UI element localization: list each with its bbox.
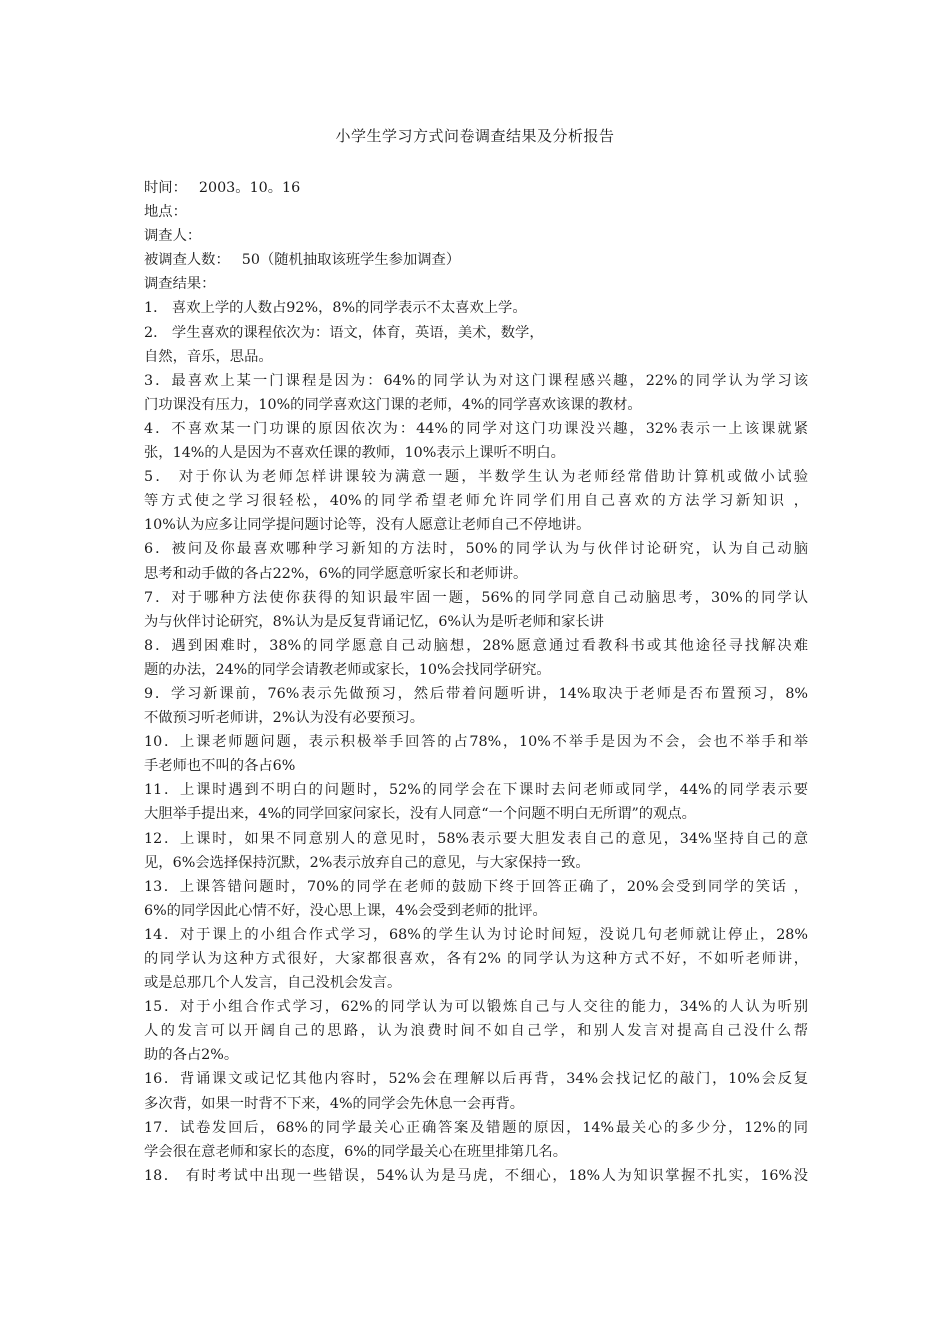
respondent-count-line: [144, 248, 808, 272]
result-text-line: 6．被问及你最喜欢哪种学习新知的方法时，50%的同学认为与伙伴讨论研究，认为自己动脑: [144, 541, 808, 558]
result-text-line: 等方式使之学习很轻松，40%的同学希望老师允许同学们用自己喜欢的方法学习新知识 ，: [144, 493, 808, 510]
investigator-line: [144, 224, 808, 248]
result-text-line: 4．不喜欢某一门功课的原因依次为：44%的同学对这门功课没兴趣，32%表示一上该课就紧: [144, 420, 808, 437]
investigator-label: 调查人：: [144, 228, 202, 245]
result-text-line: 人的发言可以开阔自己的思路，认为浪费时间不如自己学，和别人发言对提高自己没什么帮: [144, 1023, 808, 1040]
result-text-line: 16．背诵课文或记忆其他内容时，52%会在理解以后再背，34%会找记忆的敲门，10%会反复: [144, 1071, 808, 1088]
place-line: [144, 200, 808, 224]
results-list: [144, 296, 808, 1187]
result-text-line: 多次背，如果一时背不下来，4%的同学会先休息一会再背。: [144, 1095, 525, 1112]
result-text-line: 17．试卷发回后，68%的同学最关心正确答案及错题的原因，14%最关心的多少分，12%的同: [144, 1119, 808, 1136]
result-text-line: 1． 喜欢上学的人数占92%，8%的同学表示不太喜欢上学。: [144, 300, 527, 317]
result-text-line: 的同学认为这种方式很好，大家都很喜欢，各有2% 的同学认为这种方式不好，不如听老师讲，: [144, 951, 808, 967]
result-text-line: 11．上课时遇到不明白的问题时，52%的同学会在下课时去问老师或同学，44%的同学表示要: [144, 782, 808, 799]
result-text-line: 15．对于小组合作式学习，62%的同学认为可以锻炼自己与人交往的能力，34%的人认为听别: [144, 999, 808, 1016]
result-text-line: 自然，音乐，思品。: [144, 348, 273, 365]
result-text-line: 题的办法，24%的同学会请教老师或家长，10%会找同学研究。: [144, 661, 551, 678]
time-line: [144, 176, 808, 200]
result-text-line: 助的各占2%。: [144, 1047, 239, 1064]
result-text-line: 大胆举手提出来，4%的同学回家问家长，没有人同意“一个问题不明白无所谓”的观点。: [144, 806, 696, 823]
result-text-line: 10．上课老师题问题，表示积极举手回答的占78%，10%不举手是因为不会，会也不举手和举: [144, 734, 808, 751]
result-text-line: 手老师也不叫的各占6%: [144, 758, 296, 775]
result-text-line: 18． 有时考试中出现一些错误，54%认为是马虎，不细心，18%人为知识掌握不扎实，16%没: [144, 1167, 808, 1184]
result-text-line: 为与伙伴讨论研究，8%认为是反复背诵记忆，6%认为是听老师和家长讲: [144, 613, 604, 630]
result-text-line: 张，14%的人是因为不喜欢任课的教师，10%表示上课听不明白。: [144, 445, 565, 462]
result-text-line: 8．遇到困难时，38%的同学愿意自己动脑想，28%愿意通过看教科书或其他途径寻找解决难: [144, 637, 808, 654]
result-text-line: 3．最喜欢上某一门课程是因为：64%的同学认为对这门课程感兴趣，22%的同学认为学习该: [144, 372, 808, 389]
respondent-count-label: 被调查人数：: [144, 252, 230, 269]
result-text-line: 13．上课答错问题时，70%的同学在老师的鼓励下终于回答正确了，20%会受到同学的笑话 ，: [144, 878, 808, 895]
document-body: [144, 176, 808, 1188]
result-text-line: 14．对于课上的小组合作式学习，68%的学生认为讨论时间短，没说几句老师就让停止，28%: [144, 926, 808, 943]
results-heading: 调查结果：: [144, 276, 216, 293]
result-text-line: 10%认为应多让同学提问题讨论等，没有人愿意让老师自己不停地讲。: [144, 517, 591, 534]
result-text-line: 6%的同学因此心情不好，没心思上课，4%会受到老师的批评。: [144, 902, 547, 919]
time-value: 2003。10。16: [198, 180, 301, 196]
result-text-line: 9．学习新课前，76%表示先做预习，然后带着问题听讲，14%取决于老师是否布置预习，8%: [144, 685, 808, 702]
result-text-line: 12．上课时，如果不同意别人的意见时，58%表示要大胆发表自己的意见，34%坚持自己的意: [144, 830, 808, 847]
result-text-line: 门功课没有压力，10%的同学喜欢这门课的老师，4%的同学喜欢该课的教材。: [144, 396, 642, 413]
result-text-line: 学会很在意老师和家长的态度，6%的同学最关心在班里排第几名。: [144, 1143, 567, 1160]
result-text-line: 思考和动手做的各占22%，6%的同学愿意听家长和老师讲。: [144, 565, 528, 582]
respondent-count-value: 50（随机抽取该班学生参加调查）: [241, 252, 461, 269]
result-text-line: 或是总那几个人发言，自己没机会发言。: [144, 975, 402, 992]
result-text-line: 7．对于哪种方法使你获得的知识最牢固一题，56%的同学同意自己动脑思考，30%的同学认: [144, 589, 808, 606]
result-text-line: 不做预习听老师讲，2%认为没有必要预习。: [144, 710, 425, 727]
time-label: 时间：: [144, 180, 187, 196]
document-title: 小学生学习方式问卷调查结果及分析报告: [335, 127, 615, 145]
result-text-line: 2． 学生喜欢的课程依次为：语文，体育，英语，美术，数学，: [144, 324, 544, 341]
result-text-line: 见，6%会选择保持沉默，2%表示放弃自己的意见，与大家保持一致。: [144, 854, 590, 871]
result-text-line: 5． 对于你认为老师怎样讲课较为满意一题，半数学生认为老师经常借助计算机或做小试验: [144, 469, 808, 486]
place-label: 地点：: [144, 204, 187, 221]
